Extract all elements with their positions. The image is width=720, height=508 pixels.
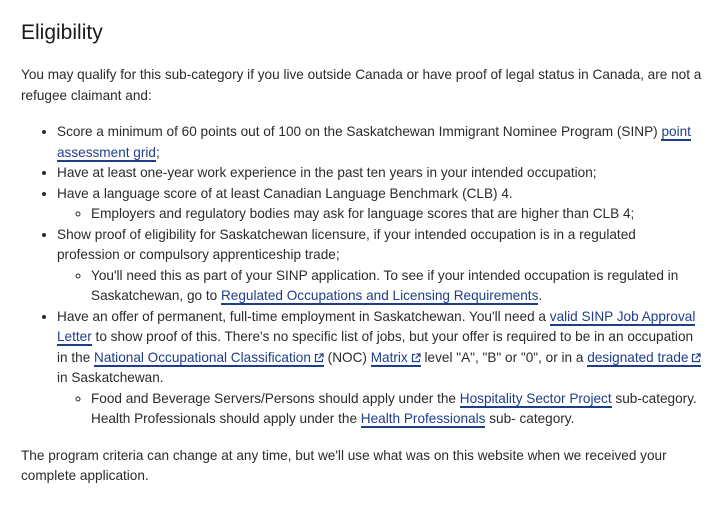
item-text: Have at least one-year work experience in the past ten years in your intended occupation;: [57, 165, 597, 180]
page-title: Eligibility: [21, 21, 103, 44]
sub-list: [57, 204, 702, 225]
sub-list-item: [91, 204, 702, 225]
item-text: .: [538, 288, 543, 303]
requirements-list: [21, 122, 702, 430]
item-text: Have an offer of permanent, full-time employment in Saskatchewan. You'll need a: [57, 308, 550, 324]
sub-list: [57, 266, 702, 307]
regulated-occupations-link[interactable]: Regulated Occupations and Licensing Requirements: [220, 288, 539, 303]
external-link-icon: [691, 353, 701, 363]
item-text: Food and Beverage Servers/Persons should apply under the: [91, 390, 460, 406]
item-text: in Saskatchewan.: [57, 370, 164, 385]
designated-trade-link[interactable]: [587, 350, 701, 367]
item-text: sub- category.: [485, 411, 575, 426]
item-text: Score a minimum of 60 points out of 100 on the Saskatchewan Immigrant Nominee Program (SINP): [57, 124, 662, 139]
job-approval-letter-link[interactable]: valid SINP Job Approval Letter: [57, 308, 696, 344]
sub-list-item: [91, 389, 702, 430]
sub-list-item: [91, 266, 702, 307]
health-professionals-link[interactable]: Health Professionals: [360, 411, 486, 426]
link-label: Matrix: [370, 349, 408, 365]
item-text: You'll need this as part of your SINP application. To see if your intended occupation is regulated in Saskatchewan, go to: [91, 267, 679, 303]
point-assessment-grid-link[interactable]: point assessment grid: [57, 124, 691, 160]
item-text: Employers and regulatory bodies may ask for language scores that are higher than CLB 4;: [91, 206, 635, 221]
item-text: ;: [155, 144, 160, 160]
sub-list: [57, 389, 702, 430]
item-text: to show proof of this. There's no specific list of jobs, but your offer is required to be in an occupation in the: [57, 329, 694, 365]
link-label: National Occupational Classification: [94, 349, 311, 365]
intro-paragraph: You may qualify for this sub-category if you live outside Canada or have proof of legal status in Canada, are not a refugee claimant and:: [21, 67, 702, 103]
matrix-link[interactable]: [371, 350, 421, 367]
list-item: [57, 184, 702, 225]
item-text: sub-category. Health Professionals should apply under the: [91, 390, 697, 426]
list-item: [57, 163, 702, 184]
item-text: Show proof of eligibility for Saskatchewan licensure, if your intended occupation is in a regulated profession or compulsory apprenticeship trade;: [57, 226, 636, 262]
list-item: [57, 122, 702, 163]
external-link-icon: [314, 353, 324, 363]
external-link-icon: [411, 353, 421, 363]
item-text: (NOC): [323, 349, 371, 365]
hospitality-sector-project-link[interactable]: Hospitality Sector Project: [459, 390, 612, 406]
noc-link[interactable]: [94, 350, 324, 367]
item-text: level "A", "B" or "0", or in a: [420, 349, 588, 365]
list-item: [57, 307, 702, 430]
item-text: Have a language score of at least Canadian Language Benchmark (CLB) 4.: [57, 185, 513, 201]
link-label: designated trade: [587, 349, 689, 365]
list-item: [57, 225, 702, 307]
closing-paragraph: The program criteria can change at any time, but we'll use what was on this website when we received your complete application.: [21, 447, 667, 483]
